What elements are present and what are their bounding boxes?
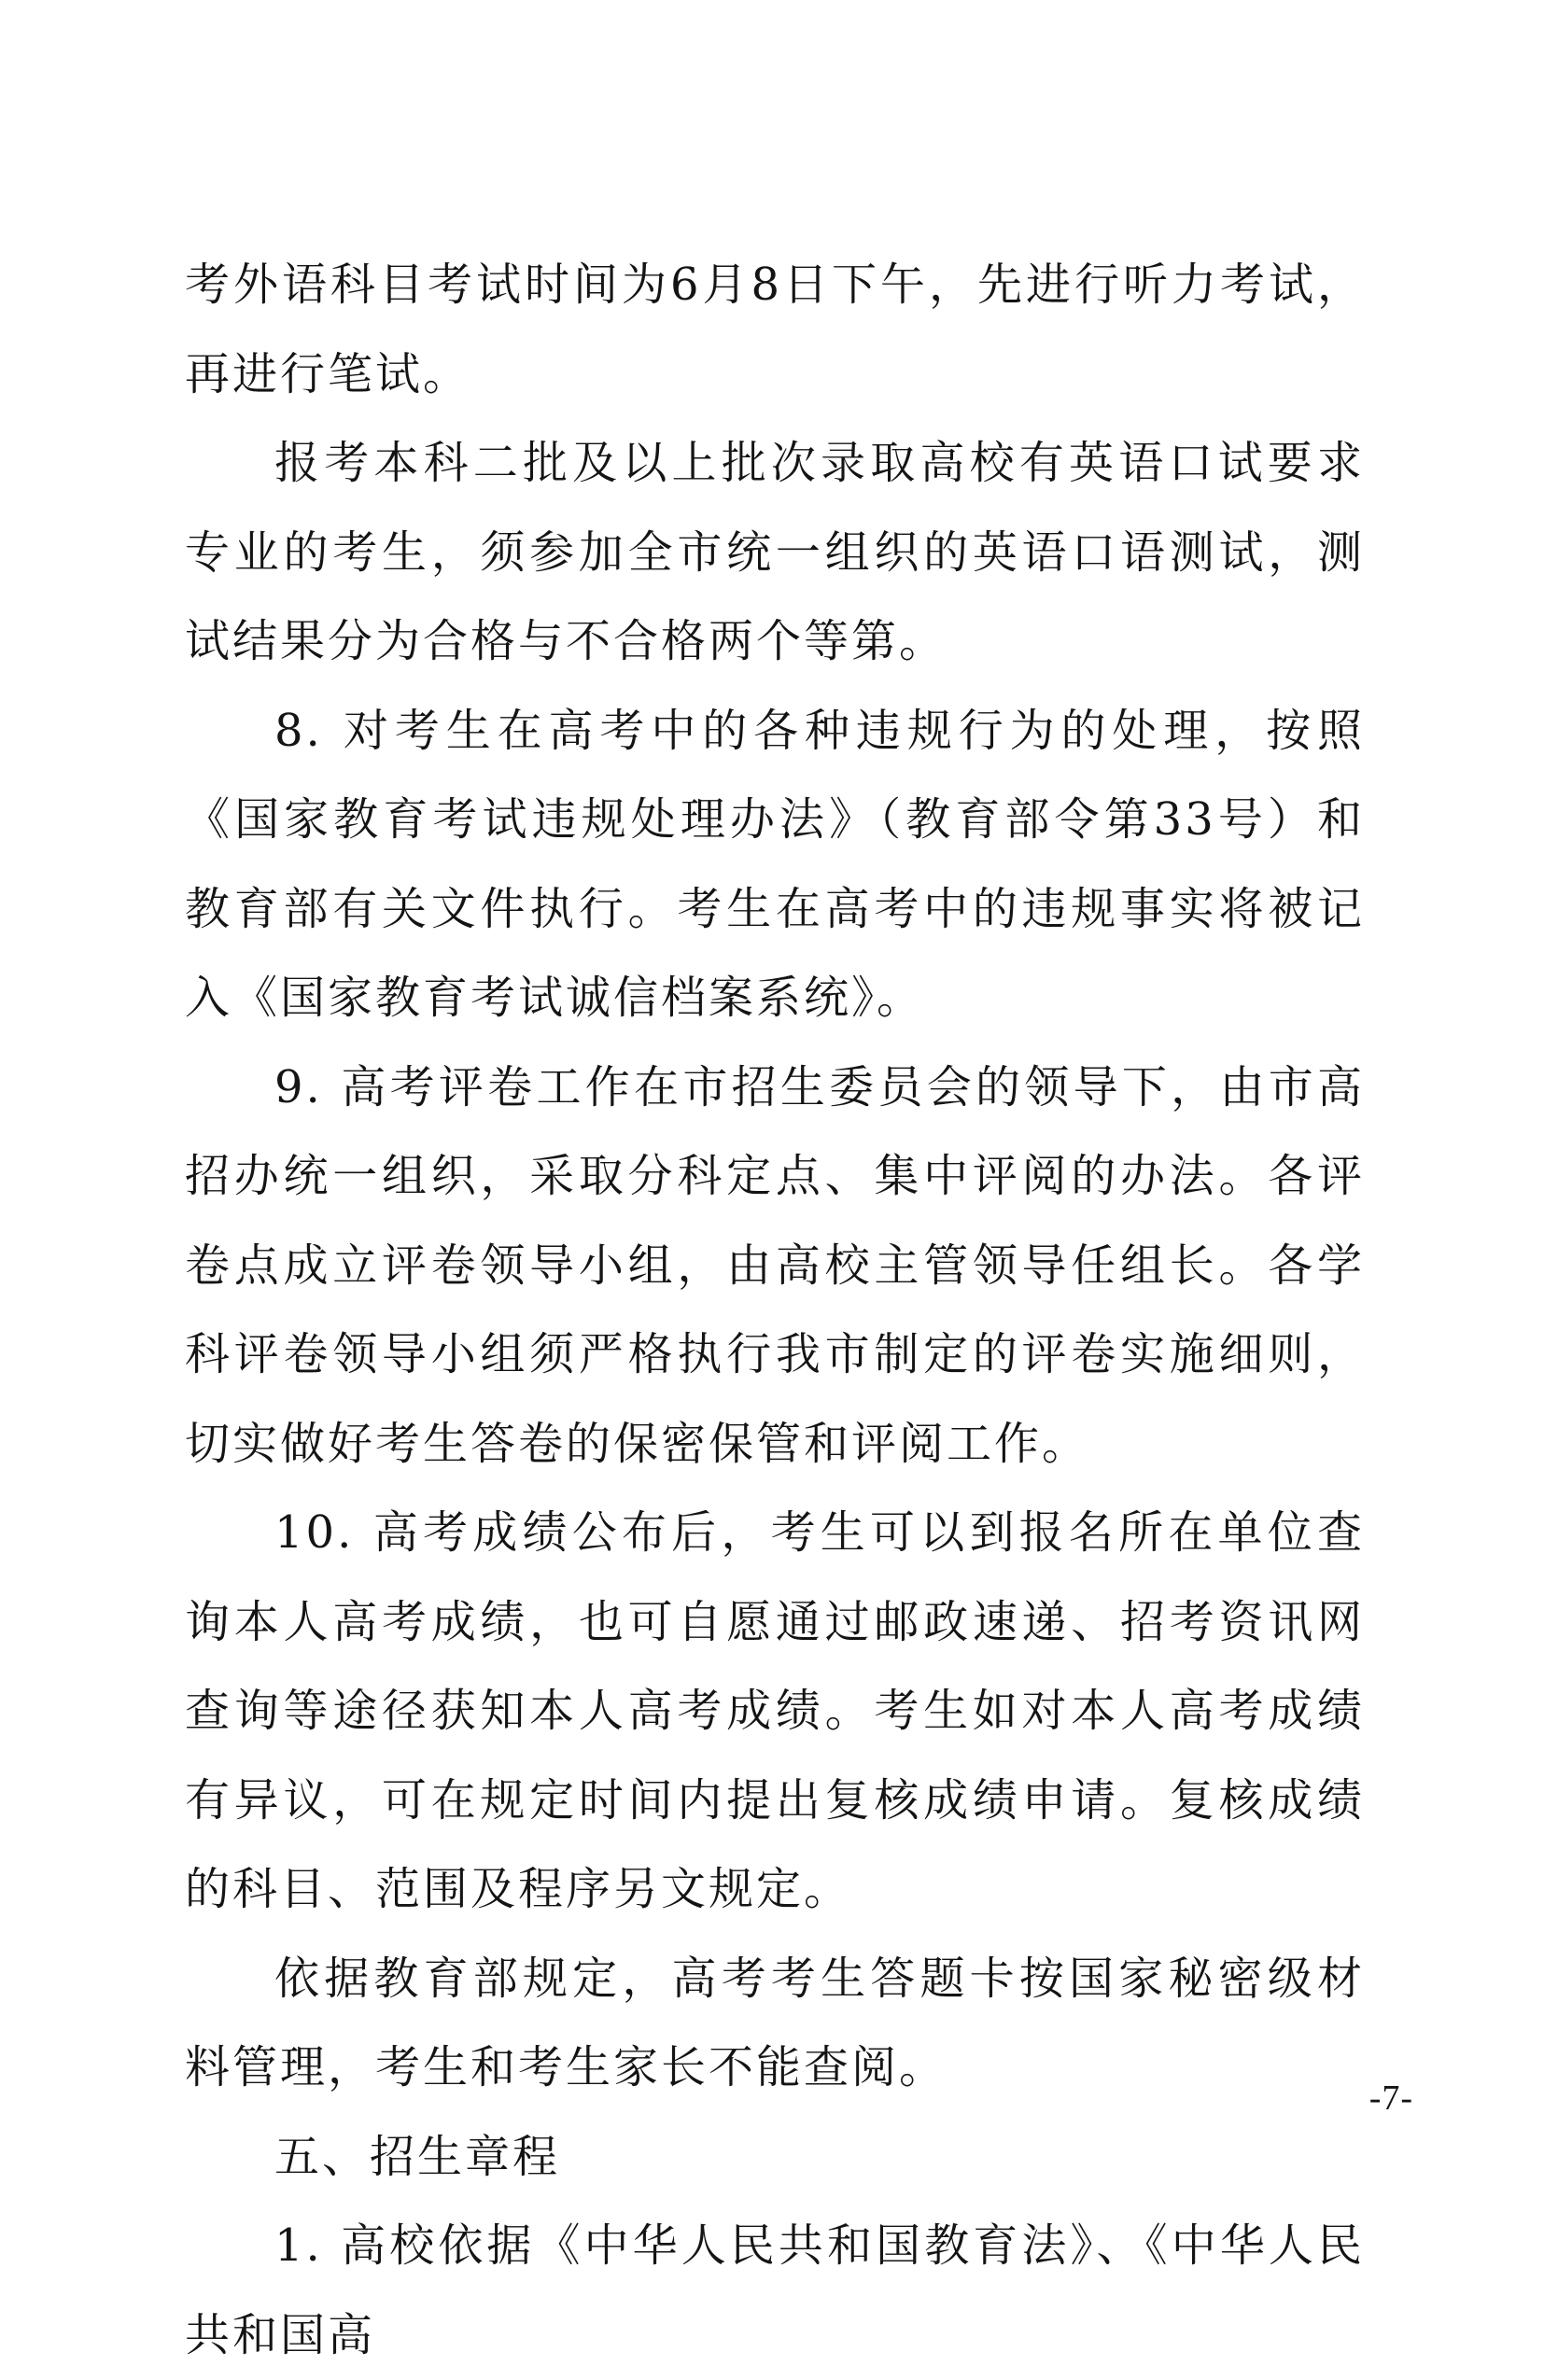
paragraph-charter-item-1: 1. 高校依据《中华人民共和国教育法》、《中华人民共和国高 [185, 2219, 1365, 2361]
section-heading-admission-charter: 五、招生章程 [274, 2130, 561, 2183]
page-number: -7- [1369, 2079, 1413, 2118]
paragraph-oral-test: 报考本科二批及以上批次录取高校有英语口试要求专业的考生，须参加全市统一组织的英语口语测试，测试结果分为合格与不合格两个等第。 [185, 437, 1365, 667]
paragraph-item-8: 8. 对考生在高考中的各种违规行为的处理，按照《国家教育考试违规处理办法》（教育部令第33号）和教育部有关文件执行。考生在高考中的违规事实将被记入《国家教育考试诚信档案系统》。 [185, 704, 1365, 1024]
paragraph-answer-sheet: 依据教育部规定，高考考生答题卡按国家秘密级材料管理，考生和考生家长不能查阅。 [185, 1952, 1365, 2093]
body-text [185, 241, 1365, 2380]
paragraph-exam-time: 考外语科目考试时间为6月8日下午，先进行听力考试，再进行笔试。 [185, 259, 1365, 400]
paragraph-item-10: 10. 高考成绩公布后，考生可以到报名所在单位查询本人高考成绩，也可自愿通过邮政速递、招考资讯网查询等途径获知本人高考成绩。考生如对本人高考成绩有异议，可在规定时间内提出复核成绩申请。复核成绩的科目、范围及程序另文规定。 [185, 1506, 1365, 1915]
paragraph-item-9: 9. 高考评卷工作在市招生委员会的领导下，由市高招办统一组织，采取分科定点、集中评阅的办法。各评卷点成立评卷领导小组，由高校主管领导任组长。各学科评卷领导小组须严格执行我市制定的评卷实施细则，切实做好考生答卷的保密保管和评阅工作。 [185, 1060, 1365, 1470]
